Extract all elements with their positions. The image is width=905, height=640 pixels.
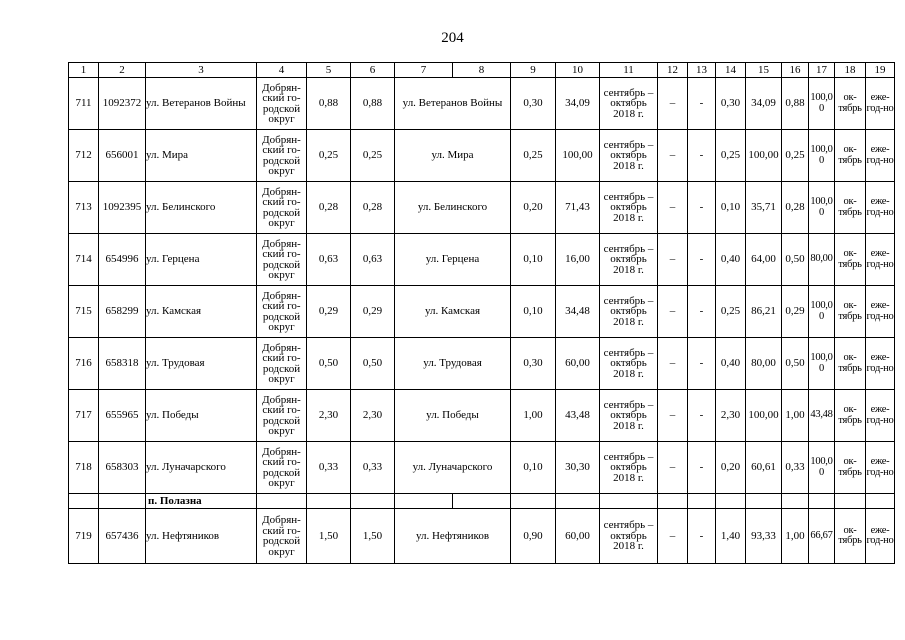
column-header-12: 12 (658, 63, 688, 78)
col-6: 0,63 (351, 234, 395, 286)
table-row (69, 442, 895, 494)
col-13: - (688, 338, 716, 390)
section-row (69, 494, 895, 509)
column-header-10: 10 (556, 63, 600, 78)
row-number: 715 (69, 286, 99, 338)
table-row (69, 234, 895, 286)
col-18: ок-тябрь (835, 182, 866, 234)
street-segment: ул. Трудовая (395, 338, 511, 390)
street-name: ул. Герцена (146, 234, 257, 286)
col-9: 0,20 (511, 182, 556, 234)
street-name: ул. Камская (146, 286, 257, 338)
col-17: 66,67 (809, 509, 835, 564)
col-18: ок-тябрь (835, 509, 866, 564)
column-header-17: 17 (809, 63, 835, 78)
col-18: ок-тябрь (835, 234, 866, 286)
column-header-9: 9 (511, 63, 556, 78)
road-code: 658299 (99, 286, 146, 338)
col-12: – (658, 338, 688, 390)
col-18: ок-тябрь (835, 130, 866, 182)
col-10: 71,43 (556, 182, 600, 234)
district-name: Добрян-ский го-родской округ (257, 509, 307, 564)
work-period: сентябрь – октябрь 2018 г. (600, 338, 658, 390)
column-header-5: 5 (307, 63, 351, 78)
col-12: – (658, 182, 688, 234)
district-name: Добрян-ский го-родской округ (257, 338, 307, 390)
col-12: – (658, 130, 688, 182)
col-17: 100,0 0 (809, 338, 835, 390)
col-15: 100,00 (746, 390, 782, 442)
column-header-7: 7 (395, 63, 453, 78)
col-14: 0,25 (716, 130, 746, 182)
column-header-3: 3 (146, 63, 257, 78)
col-6: 0,29 (351, 286, 395, 338)
col-5: 0,28 (307, 182, 351, 234)
col-6: 0,28 (351, 182, 395, 234)
col-19: еже-год-но (866, 286, 895, 338)
col-6: 2,30 (351, 390, 395, 442)
road-code: 1092372 (99, 78, 146, 130)
row-number: 716 (69, 338, 99, 390)
table-row (69, 286, 895, 338)
col-16: 1,00 (782, 390, 809, 442)
col-17: 100,0 0 (809, 130, 835, 182)
col-14: 0,10 (716, 182, 746, 234)
col-14: 2,30 (716, 390, 746, 442)
road-code: 657436 (99, 509, 146, 564)
work-period: сентябрь – октябрь 2018 г. (600, 182, 658, 234)
col-9: 0,25 (511, 130, 556, 182)
col-17: 100,0 0 (809, 182, 835, 234)
row-number: 713 (69, 182, 99, 234)
col-9: 1,00 (511, 390, 556, 442)
col-17: 100,0 0 (809, 286, 835, 338)
column-header-16: 16 (782, 63, 809, 78)
col-13: - (688, 442, 716, 494)
road-code: 658318 (99, 338, 146, 390)
column-header-14: 14 (716, 63, 746, 78)
col-10: 60,00 (556, 509, 600, 564)
table-row (69, 182, 895, 234)
col-18: ок-тябрь (835, 390, 866, 442)
col-12: – (658, 286, 688, 338)
col-15: 100,00 (746, 130, 782, 182)
column-header-19: 19 (866, 63, 895, 78)
col-5: 0,29 (307, 286, 351, 338)
row-number: 718 (69, 442, 99, 494)
district-name: Добрян-ский го-родской округ (257, 130, 307, 182)
col-12: – (658, 390, 688, 442)
street-name: ул. Белинского (146, 182, 257, 234)
row-number: 712 (69, 130, 99, 182)
col-10: 100,00 (556, 130, 600, 182)
col-16: 0,25 (782, 130, 809, 182)
col-14: 0,20 (716, 442, 746, 494)
col-5: 0,33 (307, 442, 351, 494)
col-5: 1,50 (307, 509, 351, 564)
col-16: 0,88 (782, 78, 809, 130)
column-header-13: 13 (688, 63, 716, 78)
col-10: 60,00 (556, 338, 600, 390)
col-9: 0,10 (511, 442, 556, 494)
col-13: - (688, 234, 716, 286)
district-name: Добрян-ский го-родской округ (257, 234, 307, 286)
col-16: 1,00 (782, 509, 809, 564)
road-code: 654996 (99, 234, 146, 286)
col-9: 0,10 (511, 234, 556, 286)
col-6: 0,50 (351, 338, 395, 390)
col-16: 0,33 (782, 442, 809, 494)
district-name: Добрян-ский го-родской округ (257, 78, 307, 130)
street-name: ул. Ветеранов Войны (146, 78, 257, 130)
district-name: Добрян-ский го-родской округ (257, 390, 307, 442)
col-17: 100,0 0 (809, 78, 835, 130)
col-5: 0,50 (307, 338, 351, 390)
col-15: 93,33 (746, 509, 782, 564)
col-13: - (688, 286, 716, 338)
district-name: Добрян-ский го-родской округ (257, 286, 307, 338)
table-row (69, 390, 895, 442)
col-13: - (688, 130, 716, 182)
col-16: 0,50 (782, 338, 809, 390)
col-5: 0,88 (307, 78, 351, 130)
col-9: 0,30 (511, 78, 556, 130)
col-18: ок-тябрь (835, 78, 866, 130)
column-header-4: 4 (257, 63, 307, 78)
col-14: 1,40 (716, 509, 746, 564)
street-segment: ул. Герцена (395, 234, 511, 286)
col-9: 0,90 (511, 509, 556, 564)
row-number: 714 (69, 234, 99, 286)
street-name: ул. Луначарского (146, 442, 257, 494)
section-label: п. Полазна (146, 494, 257, 509)
col-13: - (688, 182, 716, 234)
table-body-a (69, 78, 895, 494)
column-header-18: 18 (835, 63, 866, 78)
row-number: 717 (69, 390, 99, 442)
col-9: 0,10 (511, 286, 556, 338)
road-code: 1092395 (99, 182, 146, 234)
col-5: 0,63 (307, 234, 351, 286)
col-19: еже-год-но (866, 509, 895, 564)
row-number: 719 (69, 509, 99, 564)
col-19: еже-год-но (866, 182, 895, 234)
col-17: 100,0 0 (809, 442, 835, 494)
col-15: 34,09 (746, 78, 782, 130)
col-19: еже-год-но (866, 442, 895, 494)
col-10: 34,48 (556, 286, 600, 338)
col-12: – (658, 234, 688, 286)
col-18: ок-тябрь (835, 442, 866, 494)
col-17: 43,48 (809, 390, 835, 442)
col-9: 0,30 (511, 338, 556, 390)
district-name: Добрян-ский го-родской округ (257, 182, 307, 234)
col-6: 1,50 (351, 509, 395, 564)
col-16: 0,50 (782, 234, 809, 286)
street-segment: ул. Нефтяников (395, 509, 511, 564)
col-14: 0,30 (716, 78, 746, 130)
col-16: 0,29 (782, 286, 809, 338)
street-name: ул. Победы (146, 390, 257, 442)
col-12: – (658, 78, 688, 130)
col-15: 86,21 (746, 286, 782, 338)
street-segment: ул. Луначарского (395, 442, 511, 494)
road-code: 655965 (99, 390, 146, 442)
street-segment: ул. Победы (395, 390, 511, 442)
column-header-6: 6 (351, 63, 395, 78)
district-name: Добрян-ский го-родской округ (257, 442, 307, 494)
col-5: 2,30 (307, 390, 351, 442)
col-19: еже-год-но (866, 234, 895, 286)
col-10: 43,48 (556, 390, 600, 442)
table-row (69, 130, 895, 182)
table-row (69, 338, 895, 390)
table-body-b (69, 509, 895, 564)
header-row (69, 63, 895, 78)
table-row (69, 509, 895, 564)
col-14: 0,40 (716, 338, 746, 390)
work-period: сентябрь – октябрь 2018 г. (600, 130, 658, 182)
col-16: 0,28 (782, 182, 809, 234)
col-10: 16,00 (556, 234, 600, 286)
col-6: 0,88 (351, 78, 395, 130)
road-code: 658303 (99, 442, 146, 494)
column-header-2: 2 (99, 63, 146, 78)
work-period: сентябрь – октябрь 2018 г. (600, 234, 658, 286)
col-19: еже-год-но (866, 78, 895, 130)
col-10: 30,30 (556, 442, 600, 494)
col-12: – (658, 442, 688, 494)
col-13: - (688, 390, 716, 442)
work-period: сентябрь – октябрь 2018 г. (600, 509, 658, 564)
street-name: ул. Мира (146, 130, 257, 182)
road-code: 656001 (99, 130, 146, 182)
col-10: 34,09 (556, 78, 600, 130)
col-15: 64,00 (746, 234, 782, 286)
col-6: 0,33 (351, 442, 395, 494)
work-period: сентябрь – октябрь 2018 г. (600, 390, 658, 442)
col-19: еже-год-но (866, 338, 895, 390)
col-13: - (688, 509, 716, 564)
column-header-8: 8 (453, 63, 511, 78)
col-15: 60,61 (746, 442, 782, 494)
row-number: 711 (69, 78, 99, 130)
col-5: 0,25 (307, 130, 351, 182)
work-period: сентябрь – октябрь 2018 г. (600, 442, 658, 494)
street-name: ул. Трудовая (146, 338, 257, 390)
col-14: 0,25 (716, 286, 746, 338)
street-segment: ул. Камская (395, 286, 511, 338)
col-15: 35,71 (746, 182, 782, 234)
work-period: сентябрь – октябрь 2018 г. (600, 286, 658, 338)
street-segment: ул. Мира (395, 130, 511, 182)
col-15: 80,00 (746, 338, 782, 390)
col-19: еже-год-но (866, 130, 895, 182)
page-number: 204 (441, 30, 464, 46)
work-period: сентябрь – октябрь 2018 г. (600, 78, 658, 130)
column-header-11: 11 (600, 63, 658, 78)
street-segment: ул. Белинского (395, 182, 511, 234)
col-18: ок-тябрь (835, 338, 866, 390)
col-12: – (658, 509, 688, 564)
column-header-1: 1 (69, 63, 99, 78)
table-row (69, 78, 895, 130)
col-19: еже-год-но (866, 390, 895, 442)
col-13: - (688, 78, 716, 130)
col-6: 0,25 (351, 130, 395, 182)
col-17: 80,00 (809, 234, 835, 286)
column-header-15: 15 (746, 63, 782, 78)
street-segment: ул. Ветеранов Войны (395, 78, 511, 130)
col-18: ок-тябрь (835, 286, 866, 338)
roads-table (68, 62, 895, 564)
street-name: ул. Нефтяников (146, 509, 257, 564)
col-14: 0,40 (716, 234, 746, 286)
